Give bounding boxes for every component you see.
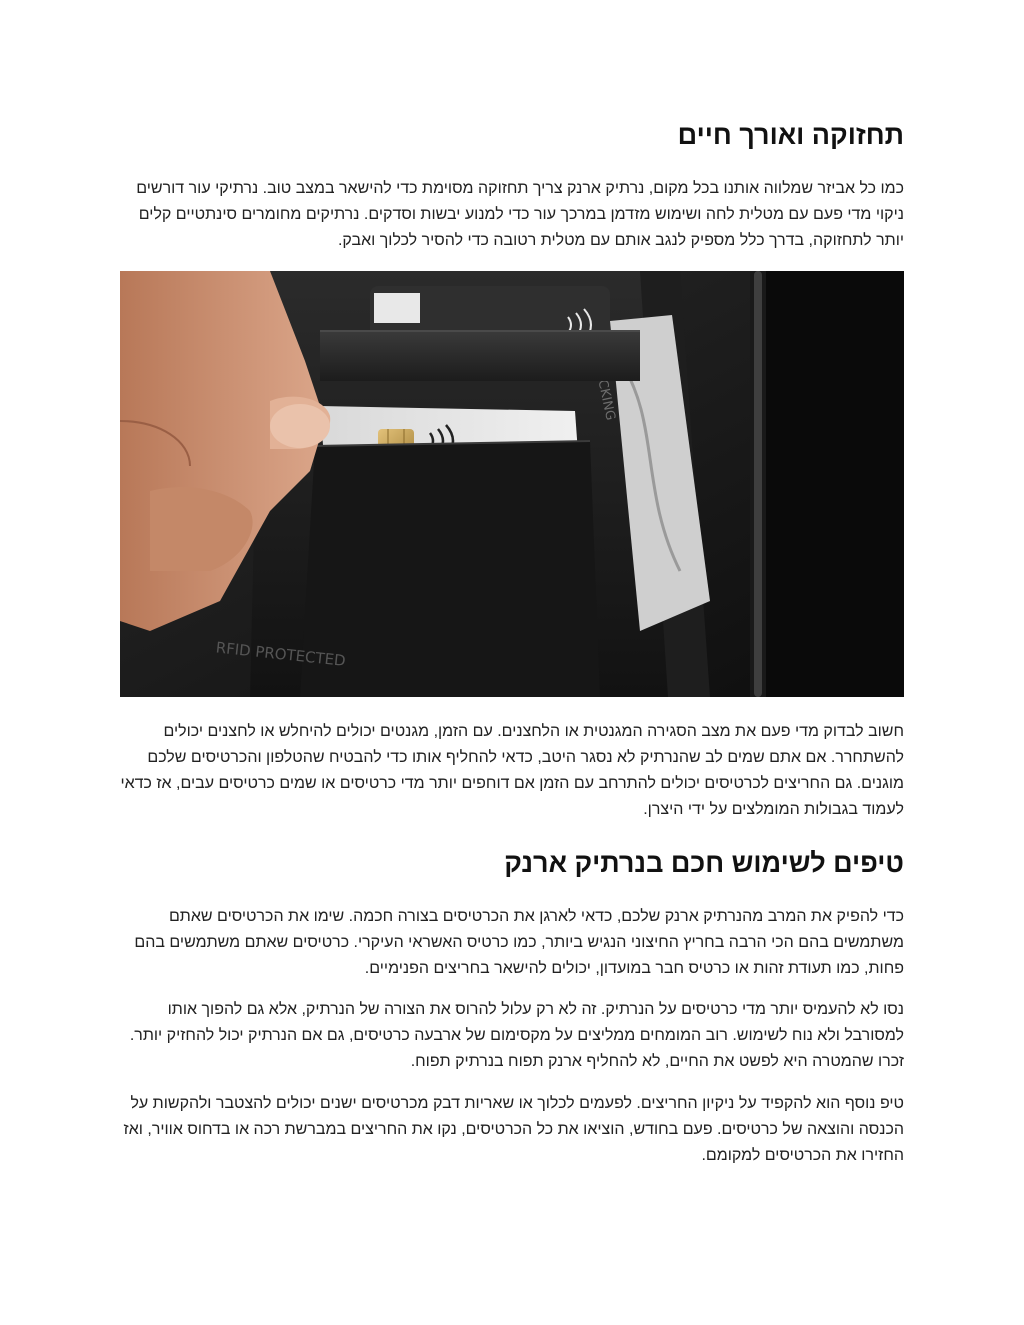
paragraph-maintenance-intro: כמו כל אביזר שמלווה אותנו בכל מקום, נרתיק ארנק צריך תחזוקה מסוימת כדי להישאר במצב טוב. נרתיקי עור דורשים ניקוי מדי פעם עם מטלית לחה ושימוש מזדמן במרכך עור כדי למנוע יבשות וסדקים. נרתיקים מחומרים סינתטיים קלים יותר לתחזוקה, בדרך כלל מספיק לנגב אותם עם מטלית רטובה כדי להסיר לכלוך ואבק. [136,180,904,249]
wallet-case-photo [120,271,904,697]
section-heading-tips: טיפים לשימוש חכם בנרתיק ארנק [504,848,904,878]
section-heading-maintenance: תחזוקה ואורך חיים [677,120,904,150]
paragraph-tips-organize: כדי להפיק את המרב מהנרתיק ארנק שלכם, כדאי לארגן את הכרטיסים בצורה חכמה. שימו את הכרטיסים שאתם משתמשים בהם הכי הרבה בחריץ החיצוני הנגיש ביותר, כמו כרטיס האשראי העיקרי. כרטיסים שאתם משתמשים בהם פחות, כמו תעודת זהות או כרטיס חבר במועדון, יכולים להישאר בחריצים הפנימיים. [134,908,904,977]
wallet-emboss-text: RFID PROTECTED [214,638,347,670]
paragraph-maintenance-closure: חשוב לבדוק מדי פעם את מצב הסגירה המגנטית או הלחצנים. עם הזמן, מגנטים יכולים להיחלש או לחצנים יכולים להשתחרר. אם אתם שמים לב שהנרתיק לא נסגר היטב, כדאי להחליף אותו כדי להבטיח שהטלפון והכרטיסים שלכם מוגנים. גם החריצים לכרטיסים יכולים להתרחב עם הזמן אם דוחפים יותר מדי כרטיסים או שמים כרטיסים עבים, אז כדאי לעמוד בגבולות המומלצים על ידי היצרן. [120,723,904,818]
paragraph-tips-overload: נסו לא להעמיס יותר מדי כרטיסים על הנרתיק. זה לא רק עלול להרוס את הצורה של הנרתיק, אלא גם להפוך אותו למסורבל ולא נוח לשימוש. רוב המומחים ממליצים על מקסימום של ארבעה כרטיסים, גם אם הנרתיק יכול להחזיק יותר. זכרו שהמטרה היא לפשט את החיים, לא להחליף ארנק תפוח בנרתיק תפוח. [129,1001,904,1070]
paragraph-tips-cleaning: טיפ נוסף הוא להקפיד על ניקיון החריצים. לפעמים לכלוך או שאריות דבק מכרטיסים ישנים יכולים להצטבר ולהקשות על הכנסה והוצאה של כרטיסים. פעם בחודש, הוציאו את כל הכרטיסים, נקו את החריצים במברשת רכה או בדחוס אוויר, ואז החזירו את הכרטיסים למקומם. [123,1095,904,1164]
